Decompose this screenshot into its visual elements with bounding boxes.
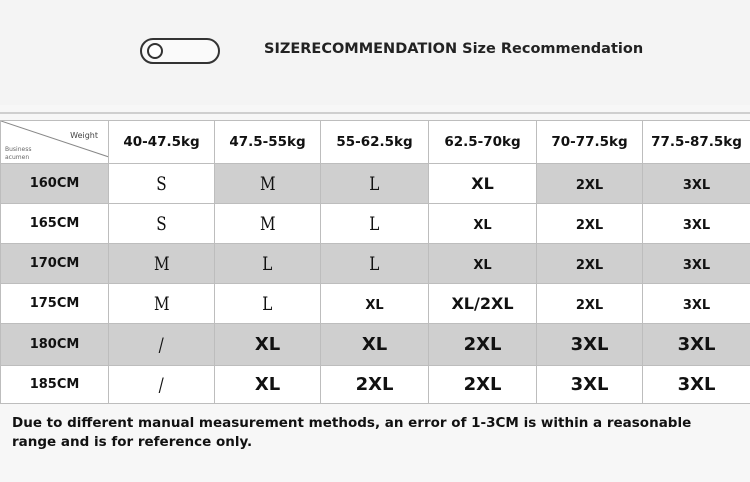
height-label: 160CM xyxy=(1,164,109,204)
size-cell xyxy=(109,284,215,324)
size-value: 3XL xyxy=(682,298,711,313)
height-label: 175CM xyxy=(1,284,109,324)
table-row xyxy=(1,164,750,204)
size-cell xyxy=(215,204,321,244)
size-value: XL xyxy=(473,218,492,233)
size-value: L xyxy=(369,212,380,235)
size-cell xyxy=(537,366,643,404)
size-value: M xyxy=(259,212,276,235)
size-value: 2XL xyxy=(463,334,502,355)
measurement-note: Due to different manual measurement methods, an error of 1-3CM is within a reasonable range and is for reference only. xyxy=(12,415,692,450)
size-value: S xyxy=(156,212,167,235)
table-row xyxy=(1,244,750,284)
size-value: XL xyxy=(254,374,281,395)
size-cell xyxy=(643,284,750,324)
size-value: XL xyxy=(365,298,384,313)
size-value: 3XL xyxy=(677,334,716,355)
size-value: S xyxy=(156,172,167,195)
toggle-switch[interactable] xyxy=(140,38,220,64)
height-label: 185CM xyxy=(1,366,109,404)
table-row xyxy=(1,366,750,404)
divider xyxy=(0,112,750,114)
size-value: L xyxy=(369,172,380,195)
size-value: M xyxy=(153,292,170,315)
size-cell xyxy=(109,164,215,204)
weight-header: 77.5-87.5kg xyxy=(643,121,750,164)
size-value: 3XL xyxy=(682,218,711,233)
size-cell xyxy=(215,366,321,404)
size-cell xyxy=(537,204,643,244)
size-cell xyxy=(109,244,215,284)
size-cell xyxy=(215,284,321,324)
weight-axis-label: Weight xyxy=(70,131,98,140)
weight-header: 47.5-55kg xyxy=(215,121,321,164)
weight-header: 55-62.5kg xyxy=(321,121,429,164)
size-value: / xyxy=(158,373,165,396)
weight-header: 40-47.5kg xyxy=(109,121,215,164)
size-value: L xyxy=(262,252,273,275)
size-value: L xyxy=(369,252,380,275)
size-cell xyxy=(109,366,215,404)
size-cell xyxy=(321,366,429,404)
size-value: 3XL xyxy=(570,374,609,395)
size-value: M xyxy=(153,252,170,275)
size-value: L xyxy=(262,292,273,315)
size-cell xyxy=(109,204,215,244)
size-value: 3XL xyxy=(682,258,711,273)
corner-cell xyxy=(1,121,109,164)
size-cell xyxy=(537,324,643,366)
height-label: 180CM xyxy=(1,324,109,366)
table-row xyxy=(1,284,750,324)
size-cell xyxy=(429,204,537,244)
size-value: XL/2XL xyxy=(451,294,514,313)
size-cell xyxy=(109,324,215,366)
size-value: 2XL xyxy=(575,178,604,193)
size-value: 2XL xyxy=(575,218,604,233)
size-cell xyxy=(321,204,429,244)
size-cell xyxy=(643,164,750,204)
size-cell xyxy=(215,324,321,366)
size-cell xyxy=(537,164,643,204)
size-cell xyxy=(537,244,643,284)
size-value: 2XL xyxy=(575,298,604,313)
size-cell xyxy=(215,244,321,284)
size-cell xyxy=(643,324,750,366)
size-value: 3XL xyxy=(677,374,716,395)
size-cell xyxy=(643,204,750,244)
size-value: 3XL xyxy=(570,334,609,355)
size-value: 2XL xyxy=(355,374,394,395)
page-title: SIZERECOMMENDATION Size Recommendation xyxy=(264,41,644,57)
height-axis-label: Business acumen xyxy=(5,146,32,161)
size-cell xyxy=(215,164,321,204)
weight-header: 70-77.5kg xyxy=(537,121,643,164)
size-cell xyxy=(429,366,537,404)
size-cell xyxy=(643,244,750,284)
height-label: 170CM xyxy=(1,244,109,284)
height-label: 165CM xyxy=(1,204,109,244)
size-cell xyxy=(321,244,429,284)
size-value: M xyxy=(259,172,276,195)
weight-header-row xyxy=(1,121,750,164)
size-value: 3XL xyxy=(682,178,711,193)
size-value: / xyxy=(158,333,165,356)
size-cell xyxy=(429,284,537,324)
size-table xyxy=(0,120,750,404)
size-cell xyxy=(429,324,537,366)
size-cell xyxy=(321,164,429,204)
size-value: XL xyxy=(361,334,388,355)
size-cell xyxy=(321,284,429,324)
size-cell xyxy=(429,244,537,284)
table-row xyxy=(1,204,750,244)
size-cell xyxy=(643,366,750,404)
weight-header: 62.5-70kg xyxy=(429,121,537,164)
size-value: XL xyxy=(254,334,281,355)
size-value: XL xyxy=(473,258,492,273)
size-cell xyxy=(321,324,429,366)
size-cell xyxy=(429,164,537,204)
size-value: 2XL xyxy=(463,374,502,395)
table-row xyxy=(1,324,750,366)
size-cell xyxy=(537,284,643,324)
size-value: 2XL xyxy=(575,258,604,273)
toggle-knob xyxy=(147,43,163,59)
header xyxy=(0,0,750,105)
size-value: XL xyxy=(471,174,494,193)
